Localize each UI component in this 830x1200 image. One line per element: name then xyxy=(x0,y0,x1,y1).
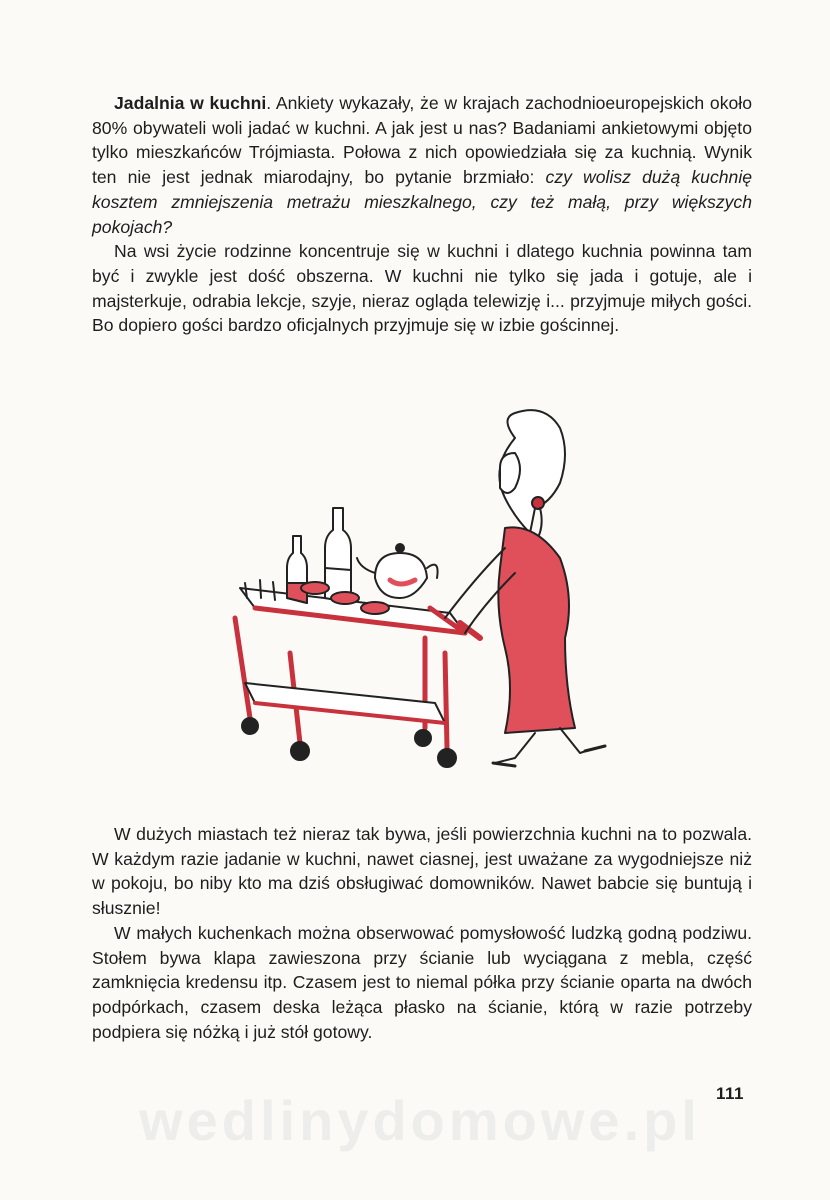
paragraph-kitchen-dining xyxy=(92,91,752,239)
page-number: 111 xyxy=(716,1084,744,1103)
teapot xyxy=(357,544,438,598)
watermark: wedlinydomowe.pl xyxy=(139,1089,701,1152)
text-block-bottom xyxy=(92,822,752,1044)
paragraph-village: Na wsi życie rodzinne koncentruje się w kuchni i dlatego kuchnia powinna tam być i zwykle jest dość obszerna. W kuchni nie tylko się jada i gotuje, ale i majsterkuje, odrabia lekcje, szyje, nieraz ogląda telewizję i... przyjmuje miłych gości. Bo dopiero gości bardzo oficjalnych przyjmuje się w izbie gościnnej. xyxy=(92,241,752,336)
woman-pushing-serving-cart-illustration xyxy=(215,408,655,788)
section-heading: Jadalnia w kuchni xyxy=(114,93,267,113)
text-block-top xyxy=(92,91,752,338)
paragraph-small-kitchens: W małych kuchenkach można obserwować pomysłowość ludzką godną podziwu. Stołem bywa klapa zawieszona przy ścianie lub wyciągana z mebla, część zamknięcia kredensu itp. Czasem jest to niemal półka przy ścianie oparta na dwóch podpórkach, czasem deska leżąca płasko na ścianie, którą w razie potrzeby podpiera się nóżką i już stół gotowy. xyxy=(92,922,752,1042)
paragraph-text: . Ankiety wykazały, że w krajach zachodnioeuropejskich około 80% obywateli woli jadać w kuchni. A jak jest u nas? Badaniami ankietowymi objęto tylko mieszkańców Trójmiasta. Połowa z nich opowiedziała się za kuchnią. Wynik ten nie jest jednak miarodajny, bo pytanie brzmiało: xyxy=(92,93,752,188)
woman-figure xyxy=(445,410,605,766)
cart-frame xyxy=(235,588,480,748)
paragraph-cities: W dużych miastach też nieraz tak bywa, jeśli powierzchnia kuchni na to pozwala. W każdym razie jadanie w kuchni, nawet ciasnej, jest uważane za wygodniejsze niż w pokoju, bo niby kto ma dziś obsługiwać domowników. Nawet babcie się buntują i słusznie! xyxy=(92,824,752,919)
survey-question: czy wolisz dużą kuchnię kosztem zmniejszenia metrażu mieszkalnego, czy też małą, przy większych pokojach? xyxy=(92,167,753,237)
